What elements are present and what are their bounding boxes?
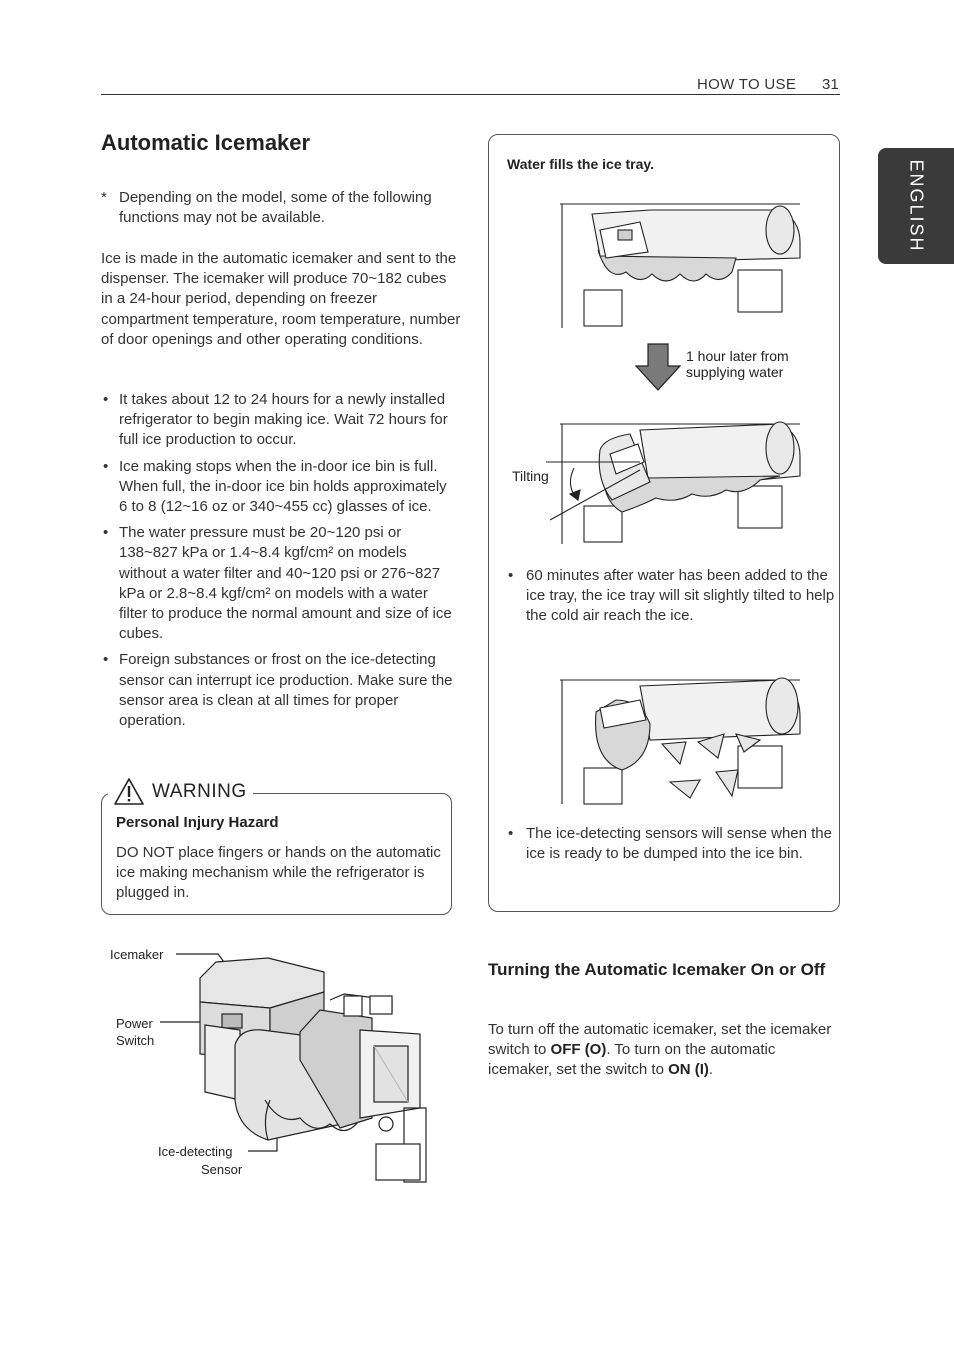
bullet-dot: • xyxy=(508,567,514,584)
arrow-caption-line2: supplying water xyxy=(686,364,784,380)
list-item-text: The ice-detecting sensors will sense when the ice is ready to be dumped into the ice bin. xyxy=(526,825,832,863)
on-setting: ON (I) xyxy=(668,1061,709,1079)
warning-label: WARNING xyxy=(152,780,247,802)
list-item-text: Ice making stops when the in-door ice bin is full. When full, the in-door ice bin holds approximately 6 to 8 (12~16 oz or 340~455 cc) glasses of ice. xyxy=(119,457,447,516)
down-arrow-icon xyxy=(636,344,680,390)
panel-caption: Water fills the ice tray. xyxy=(507,156,655,172)
off-setting: OFF (O) xyxy=(550,1041,607,1059)
bullet-dot: • xyxy=(103,524,109,542)
language-tab-label: ENGLISH xyxy=(906,159,927,253)
list-item-text: It takes about 12 to 24 hours for a newly installed refrigerator to begin making ice. Wait 72 hours for full ice production to occur. xyxy=(119,391,448,449)
page-title: Automatic Icemaker xyxy=(101,130,311,155)
warning-text: DO NOT place fingers or hands on the automatic ice making mechanism while the refrigerator is plugged in. xyxy=(116,844,441,902)
list-item-text: The water pressure must be 20~120 psi or 138~827 kPa or 1.4~8.4 kgf/cm² on models without a water filter and 40~120 psi or 276~827 kPa or 2.8~8.4 kgf/cm² on models with a water filter to produce the normal amount and size of ice cubes. xyxy=(119,524,452,643)
note-text: Depending on the model, some of the following functions may not be available. xyxy=(119,189,432,227)
page-number: 31 xyxy=(822,76,839,93)
list-item xyxy=(506,566,836,627)
tilting-label: Tilting xyxy=(512,468,549,484)
bullet-dot: • xyxy=(103,391,109,408)
turning-paragraph xyxy=(488,1020,833,1081)
turning-text-1: To turn off the automatic icemaker, set the icemaker switch to xyxy=(488,1021,832,1059)
bullet-dot: • xyxy=(508,825,514,842)
arrow-caption-line1: 1 hour later from xyxy=(686,348,789,364)
power-switch-label-line1: Power xyxy=(116,1016,153,1031)
power-switch-label-line2: Switch xyxy=(116,1033,155,1048)
note-asterisk: * xyxy=(101,189,107,206)
arrow-caption xyxy=(686,348,789,380)
header-section-label: HOW TO USE xyxy=(697,76,797,93)
sensor-label-line2: Sensor xyxy=(201,1162,243,1177)
bullet-dot: • xyxy=(103,651,109,669)
intro-paragraph: Ice is made in the automatic icemaker and sent to the dispenser. The icemaker will produce 70~182 cubes in a 24-hour period, depending on freezer compartment temperature, room temperature, number of door openings and other operating conditions. xyxy=(101,250,461,348)
sensor-label-line1: Ice-detecting xyxy=(158,1144,233,1159)
section-heading: Turning the Automatic Icemaker On or Off xyxy=(488,960,826,979)
list-item-text: Foreign substances or frost on the ice-detecting sensor can interrupt ice production. Make sure the sensor area is clean at all times for proper operation. xyxy=(119,651,453,730)
list-item-text: 60 minutes after water has been added to the ice tray, the ice tray will sit slightly tilted to help the cold air reach the ice. xyxy=(526,567,835,625)
turning-text-3: . xyxy=(708,1061,714,1079)
icemaker-label: Icemaker xyxy=(110,947,164,962)
list-item xyxy=(506,824,836,864)
bullet-dot: • xyxy=(103,457,109,475)
warning-subtitle: Personal Injury Hazard xyxy=(116,814,279,831)
turning-text-2: . To turn on the automatic icemaker, set the switch to xyxy=(488,1041,776,1079)
